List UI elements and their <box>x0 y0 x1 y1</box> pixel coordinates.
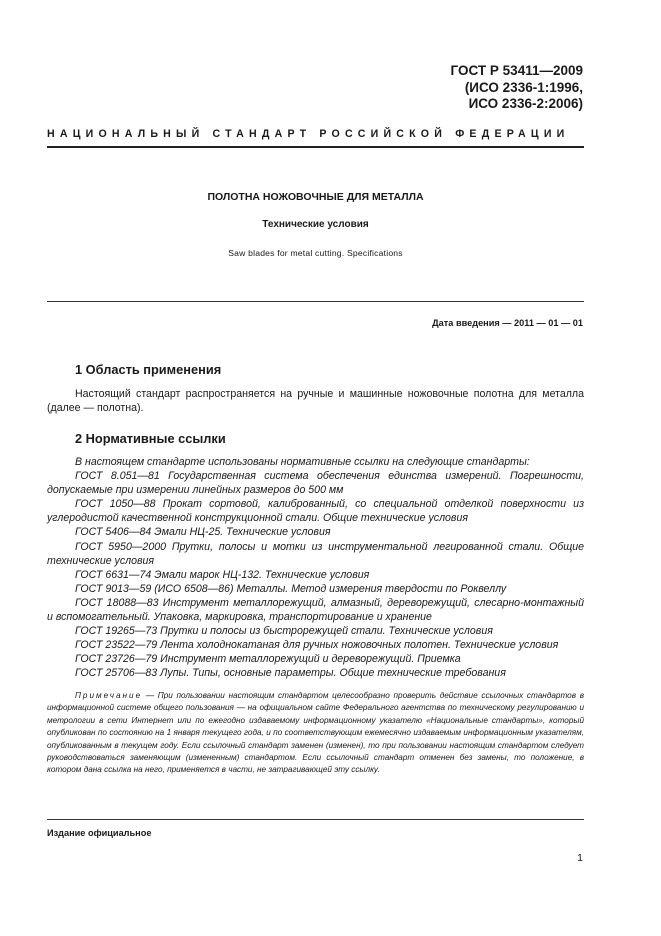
header-divider <box>47 146 584 148</box>
reference-item: ГОСТ 19265—73 Прутки и полосы из быстрорежущей стали. Технические условия <box>75 625 493 638</box>
reference-item: ГОСТ 8.051—81 Государственная система обеспечения единства измерений. Погрешности, допускаемые при измерении линейных размеров до 500 мм <box>47 470 584 497</box>
official-edition-label: Издание официальное <box>47 828 152 838</box>
section-2-heading: 2 Нормативные ссылки <box>75 431 226 446</box>
reference-item: ГОСТ 9013—59 (ИСО 6508—86) Металлы. Метод измерения твердости по Роквеллу <box>75 582 507 595</box>
note-label: Примечание <box>75 691 143 700</box>
national-standard-banner: НАЦИОНАЛЬНЫЙ СТАНДАРТ РОССИЙСКОЙ ФЕДЕРАЦИИ <box>47 128 570 140</box>
note <box>47 690 584 777</box>
standard-code <box>451 63 583 113</box>
title-divider <box>47 301 584 302</box>
reference-item: ГОСТ 23522—79 Лента холоднокатаная для ручных ножовочных полотен. Технические условия <box>75 639 559 652</box>
reference-item: ГОСТ 5406—84 Эмали НЦ-25. Технические условия <box>75 526 331 539</box>
standard-code-line1: ГОСТ Р 53411—2009 <box>450 63 583 78</box>
reference-item: ГОСТ 18088—83 Инструмент металлорежущий, алмазный, дереворежущий, слесарно-монтажный и вспомогательный. Упаковка, маркировка, транспортирование и хранение <box>47 596 584 624</box>
standard-code-line2: (ИСО 2336-1:1996, <box>464 79 583 95</box>
reference-item: ГОСТ 6631—74 Эмали марок НЦ-132. Технические условия <box>75 568 370 581</box>
section-1-text: Настоящий стандарт распространяется на ручные и машинные ножовочные полотна для металла (далее — полотна). <box>47 388 584 415</box>
document-title: ПОЛОТНА НОЖОВОЧНЫЕ ДЛЯ МЕТАЛЛА <box>207 191 424 203</box>
reference-item: ГОСТ 23726—79 Инструмент металлорежущий и дереворежущий. Приемка <box>75 653 461 666</box>
footer-divider <box>47 819 584 820</box>
document-subtitle: Технические условия <box>262 219 369 230</box>
reference-item: ГОСТ 1050—88 Прокат сортовой, калиброванный, со специальной отделкой поверхности из углеродистой качественной конструкционной стали. Общие технические условия <box>47 498 584 525</box>
section-1-heading: 1 Область применения <box>75 362 222 377</box>
references-intro: В настоящем стандарте использованы нормативные ссылки на следующие стандарты: <box>75 456 530 468</box>
introduction-date: Дата введения — 2011 — 01 — 01 <box>432 318 583 328</box>
references-list <box>47 455 584 681</box>
note-text: — При пользовании настоящим стандартом целесообразно проверить действие ссылочных стандартов в информационной системе общего пользования — на официальном сайте Федерального агентства по техническому регулированию и метрологии в сети Интернет или по ежегодно издаваемому информационному указателю «Национальные стандарты», который опубликован по состоянию на 1 января текущего года, и по соответствующим ежемесячно издаваемым информационным указателям, опубликованным в текущем году. Если ссылочный стандарт заменен (изменен), то при пользовании настоящим стандартом следует руководствоваться заменяющим (измененным) стандартом. Если ссылочный стандарт отменен без замены, то положение, в котором дана ссылка на него, применяется в части, не затрагивающей эту ссылку. <box>47 691 584 775</box>
page-number: 1 <box>577 852 583 864</box>
standard-code-line3: ИСО 2336-2:2006) <box>468 96 583 111</box>
reference-item: ГОСТ 5950—2000 Прутки, полосы и мотки из инструментальной легированной стали. Общие технические условия <box>47 540 584 567</box>
english-title: Saw blades for metal cutting. Specifications <box>228 248 403 258</box>
reference-item: ГОСТ 25706—83 Лупы. Типы, основные параметры. Общие технические требования <box>75 667 506 680</box>
